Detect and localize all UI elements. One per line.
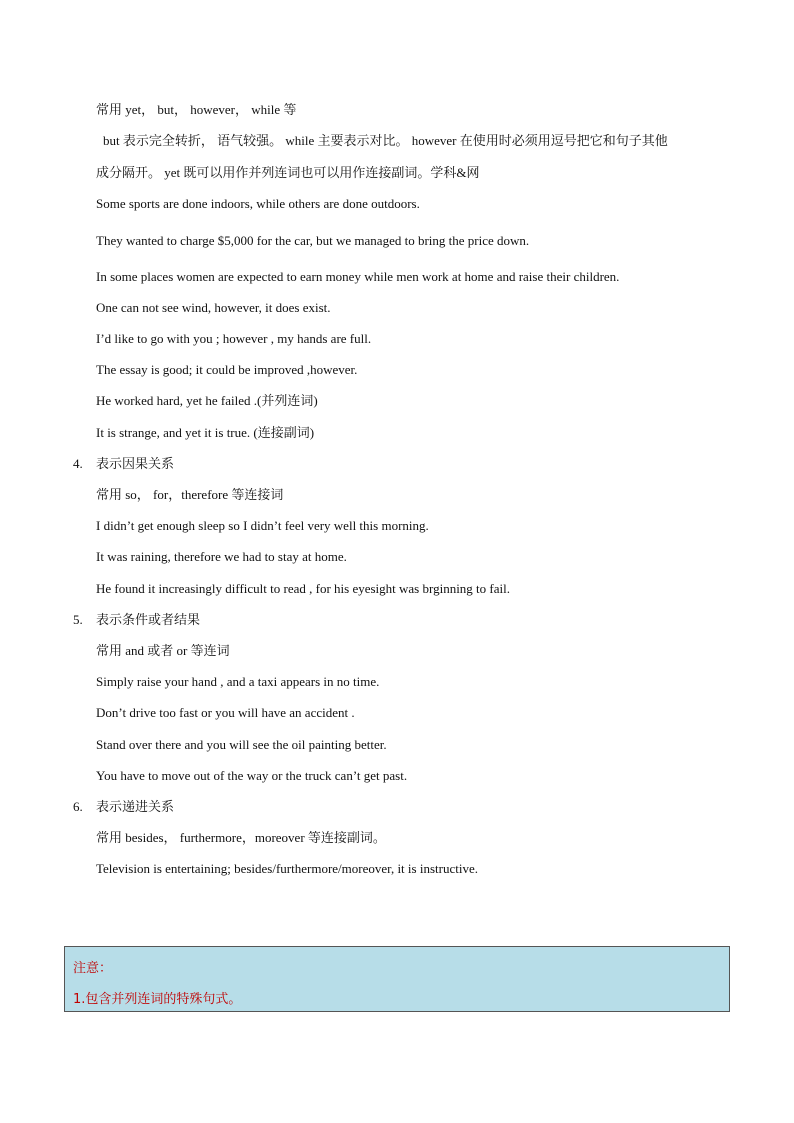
text-line: Stand over there and you will see the oil painting better.: [96, 737, 387, 752]
text-line: Television is entertaining; besides/furthermore/moreover, it is instructive.: [96, 861, 478, 876]
text-line: 常用 so， for，therefore 等连接词: [96, 487, 284, 502]
text-line: They wanted to charge $5,000 for the car, but we managed to bring the price down.: [96, 233, 530, 248]
list-number: 4.: [73, 456, 83, 471]
text-line: but 表示完全转折， 语气较强。 while 主要表示对比。 however 在使用时必须用逗号把它和句子其他: [103, 133, 668, 148]
note-box: [64, 946, 730, 1012]
text-line: I didn’t get enough sleep so I didn’t feel very well this morning.: [96, 518, 429, 533]
text-line: It is strange, and yet it is true. (连接副词): [96, 425, 315, 440]
text-line: The essay is good; it could be improved ,however.: [96, 362, 358, 377]
note-item: 1.包含并列连词的特殊句式。: [73, 992, 242, 1007]
section-heading: 表示条件或者结果: [96, 612, 201, 627]
text-line: Some sports are done indoors, while others are done outdoors.: [96, 196, 420, 211]
text-line: 常用 besides， furthermore，moreover 等连接副词。: [96, 830, 386, 845]
text-line: He worked hard, yet he failed .(并列连词): [96, 393, 318, 408]
list-number: 6.: [73, 799, 83, 814]
section-heading: 表示因果关系: [96, 456, 175, 471]
text-line: He found it increasingly difficult to read , for his eyesight was brginning to fail.: [96, 581, 510, 596]
text-line: 常用 and 或者 or 等连词: [96, 643, 230, 658]
section-heading: 表示递进关系: [96, 799, 175, 814]
text-line: 成分隔开。 yet 既可以用作并列连词也可以用作连接副词。学科&网: [96, 165, 480, 180]
text-line: Simply raise your hand , and a taxi appears in no time.: [96, 674, 380, 689]
text-line: One can not see wind, however, it does exist.: [96, 300, 331, 315]
text-line: You have to move out of the way or the truck can’t get past.: [96, 768, 408, 783]
text-line: I’d like to go with you ; however , my hands are full.: [96, 331, 372, 346]
text-line: In some places women are expected to earn money while men work at home and raise their children.: [96, 269, 620, 284]
note-title: 注意：: [73, 961, 113, 976]
text-line: 常用 yet， but， however， while 等: [96, 102, 297, 117]
text-line: It was raining, therefore we had to stay at home.: [96, 549, 347, 564]
text-line: Don’t drive too fast or you will have an accident .: [96, 705, 355, 720]
list-number: 5.: [73, 612, 83, 627]
